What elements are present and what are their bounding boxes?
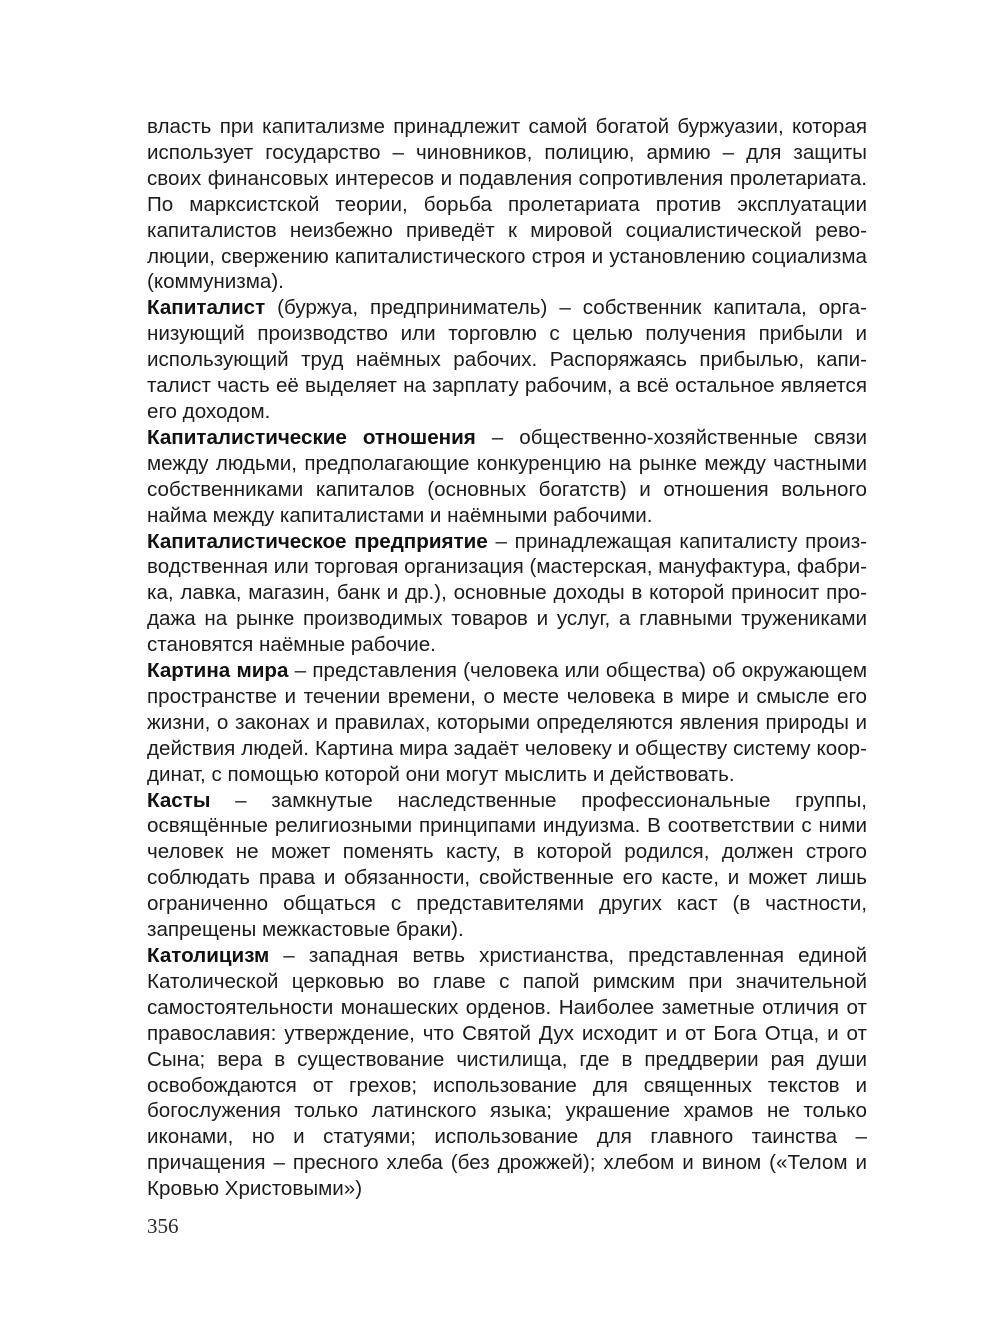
entry-term: Картина мира	[147, 659, 289, 683]
entry-definition: – представления (человека или общества) об окружающем пространстве и течении времени, о месте человека в мире и смысле его жизни, о законах и правилах, которыми определяются явления природы и действия людей. Картина мира задаёт человеку и обществу систему координат, с помощью которой они могут мыслить и действовать.	[147, 659, 867, 786]
glossary-entry-kapitalist	[147, 295, 867, 425]
entry-definition: – общественно-хозяйственные связи между людьми, предполагающие конкуренцию на рынке между частными собственниками капиталов (основных богатств) и отношения вольного найма между капиталистами и наёмными рабочими.	[147, 425, 867, 527]
entry-term: Капиталистическое предприятие	[147, 529, 488, 553]
glossary-entry-katolitsizm	[147, 943, 867, 1202]
entry-definition: (буржуа, предприниматель) – собственник капитала, организующий производство или торговлю с целью получения прибыли и использующий труд наёмных рабочих. Распоряжаясь прибылью, капиталист часть её выделяет на зарплату рабочим, а всё остальное является его доходом.	[147, 296, 867, 423]
entry-definition: – западная ветвь христианства, представленная единой Католической церковью во главе с папой римским при значительной самостоятельности монашеских орденов. Наиболее заметные отличия от православия: утверждение, что Святой Дух исходит и от Бога Отца, и от Сына; вера в существование чистилища, где в преддверии рая души освобождаются от грехов; использование для священных текстов и богослужения только латинского языка; украшение храмов не только иконами, но и статуями; использование для главного таинства – причащения – пресного хлеба (без дрожжей); хлебом и вином («Телом и Кровью Христовыми»)	[147, 944, 867, 1201]
continuation-paragraph: власть при капитализме принадлежит самой богатой буржуазии, которая использует государство – чиновников, полицию, армию – для защиты своих финансовых интересов и подавления сопротивления пролетариата. По марксистской теории, борьба пролетариата против эксплуатации капиталистов неизбежно приведёт к мировой социалистической революции, свержению капиталистического строя и установлению социализма (коммунизма).	[147, 115, 867, 294]
glossary-entry-kapitalisticheskie-otnosheniya	[147, 425, 867, 529]
entry-term: Католицизм	[147, 944, 270, 967]
page-body	[147, 114, 867, 1202]
glossary-entry-kapitalisticheskoe-predpriyatie	[147, 529, 867, 659]
entry-term: Касты	[147, 788, 211, 812]
entry-definition: – принадлежащая капиталисту производственная или торговая организация (мастерская, мануфактура, фабрика, лавка, магазин, банк и др.), основные доходы в которой приносит продажа на рынке производимых товаров и услуг, а главными тружениками становятся наёмные рабочие.	[147, 529, 867, 657]
page-number: 356	[147, 1214, 179, 1238]
entry-term: Капиталист	[147, 296, 266, 320]
glossary-entry-kartina-mira	[147, 658, 867, 788]
entry-definition: – замкнутые наследственные профессиональные группы, освящённые религиозными принципами индуизма. В соответствии с ними человек не может поменять касту, в которой родился, должен строго соблюдать права и обязанности, свойственные его касте, и может лишь ограниченно общаться с представителями других каст (в частности, запрещены межкастовые браки).	[147, 788, 867, 942]
entry-term: Капиталистические отношения	[147, 425, 476, 449]
glossary-entry-kasty	[147, 788, 867, 943]
